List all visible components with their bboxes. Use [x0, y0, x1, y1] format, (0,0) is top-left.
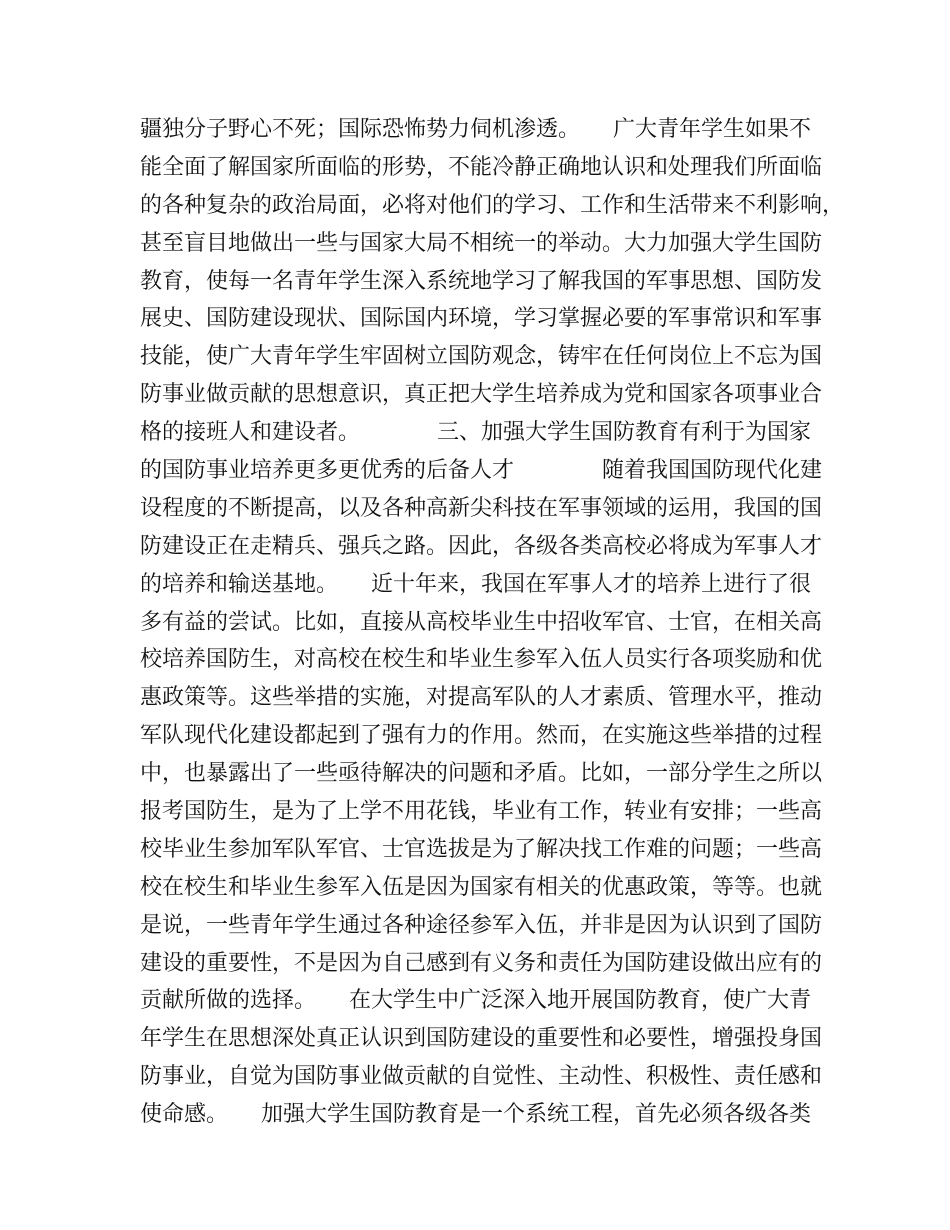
text-line: 校在校生和毕业生参军入伍是因为国家有相关的优惠政策，等等。也就 [140, 874, 823, 900]
text-line: 贡献所做的选择。 在大学生中广泛深入地开展国防教育，使广大青 [140, 988, 812, 1014]
text-line: 的各种复杂的政治局面，必将对他们的学习、工作和生活带来不利影响， [140, 192, 845, 218]
text-line: 展史、国防建设现状、国际国内环境，学习掌握必要的军事常识和军事 [140, 306, 823, 332]
text-line: 建设的重要性，不是因为自己感到有义务和责任为国防建设做出应有的 [140, 950, 823, 976]
text-line: 疆独分子野心不死；国际恐怖势力伺机渗透。 广大青年学生如果不 [140, 117, 812, 142]
text-line: 军队现代化建设都起到了强有力的作用。然而，在实施这些举措的过程 [140, 723, 823, 749]
text-line: 教育，使每一名青年学生深入系统地学习了解我国的军事思想、国防发 [140, 268, 823, 294]
text-line: 中，也暴露出了一些亟待解决的问题和矛盾。比如，一部分学生之所以 [140, 761, 823, 787]
text-line: 甚至盲目地做出一些与国家大局不相统一的举动。大力加强大学生国防 [140, 230, 823, 256]
text-line: 年学生在思想深处真正认识到国防建设的重要性和必要性，增强投身国 [140, 1026, 823, 1052]
text-line: 惠政策等。这些举措的实施，对提高军队的人才素质、管理水平，推动 [140, 685, 823, 711]
text-line: 的培养和输送基地。 近十年来，我国在军事人才的培养上进行了很 [140, 571, 812, 597]
text-line: 多有益的尝试。比如，直接从高校毕业生中招收军官、士官，在相关高 [140, 609, 823, 635]
text-line: 是说，一些青年学生通过各种途径参军入伍，并非是因为认识到了国防 [140, 912, 823, 938]
text-line: 防事业，自觉为国防事业做贡献的自觉性、主动性、积极性、责任感和 [140, 1064, 823, 1090]
text-line: 技能，使广大青年学生牢固树立国防观念，铸牢在任何岗位上不忘为国 [140, 344, 823, 370]
text-line: 校培养国防生，对高校在校生和毕业生参军入伍人员实行各项奖励和优 [140, 647, 823, 673]
body-text [140, 111, 845, 1134]
text-line: 设程度的不断提高，以及各种高新尖科技在军事领域的运用，我国的国 [140, 495, 823, 521]
text-line: 防建设正在走精兵、强兵之路。因此，各级各类高校必将成为军事人才 [140, 533, 823, 559]
text-line: 能全面了解国家所面临的形势，不能冷静正确地认识和处理我们所面临 [140, 154, 823, 180]
text-line: 校毕业生参加军队军官、士官选拔是为了解决找工作难的问题；一些高 [140, 836, 823, 862]
text-line: 格的接班人和建设者。 三、加强大学生国防教育有利于为国家 [140, 420, 812, 446]
text-line: 使命感。 加强大学生国防教育是一个系统工程，首先必须各级各类 [140, 1102, 812, 1128]
text-line: 防事业做贡献的思想意识，真正把大学生培养成为党和国家各项事业合 [140, 382, 823, 408]
text-line: 报考国防生，是为了上学不用花钱，毕业有工作，转业有安排；一些高 [140, 799, 823, 825]
text-line: 的国防事业培养更多更优秀的后备人才 随着我国国防现代化建 [140, 458, 823, 484]
